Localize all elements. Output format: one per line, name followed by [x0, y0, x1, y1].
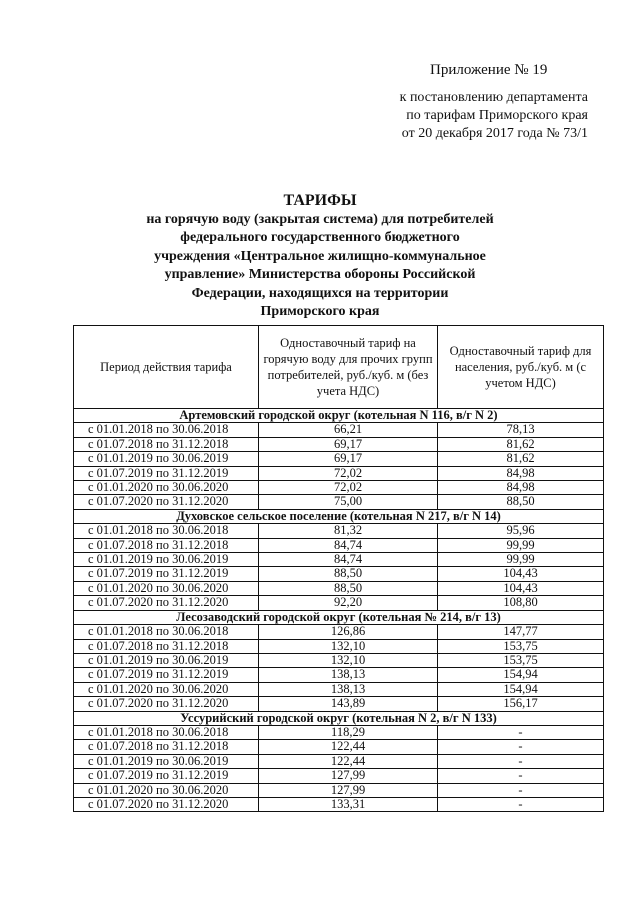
subtitle-line: на горячую воду (закрытая система) для потребителей	[146, 212, 494, 227]
decree-line: по тарифам Приморского края	[406, 108, 588, 123]
tariff-population-cell: -	[438, 783, 604, 797]
subtitle-line: федерального государственного бюджетного	[180, 230, 460, 246]
table-row	[74, 538, 604, 552]
tariff-other-cell: 81,32	[259, 524, 438, 538]
period-cell: с 01.01.2019 по 30.06.2019	[74, 452, 259, 466]
header-period: Период действия тарифа	[74, 326, 259, 409]
header-tariff-other: Одноставочный тариф на горячую воду для прочих групп потребителей, руб./куб. м (без учета НДС)	[259, 326, 438, 409]
table-row	[74, 567, 604, 581]
subtitle-line: Приморского края	[260, 304, 380, 320]
table-row	[74, 481, 604, 495]
tariff-other-cell: 69,17	[259, 437, 438, 451]
decree-line: от 20 декабря 2017 года № 73/1	[401, 126, 588, 141]
table-row	[74, 682, 604, 696]
tariff-population-cell: 104,43	[438, 567, 604, 581]
table-row	[74, 495, 604, 509]
period-cell: с 01.01.2019 по 30.06.2019	[74, 754, 259, 768]
subtitle-line: управление» Министерства обороны Российской	[164, 267, 476, 283]
tariff-other-cell: 122,44	[259, 754, 438, 768]
tariff-population-cell: 153,75	[438, 639, 604, 653]
document-title: ТАРИФЫ	[283, 192, 357, 209]
table-row	[74, 754, 604, 768]
period-cell: с 01.07.2020 по 31.12.2020	[74, 697, 259, 711]
section-row	[74, 509, 604, 523]
tariff-population-cell: 156,17	[438, 697, 604, 711]
tariff-population-cell: 104,43	[438, 581, 604, 595]
period-cell: с 01.01.2020 по 30.06.2020	[74, 481, 259, 495]
document-heading	[100, 191, 540, 321]
table-row	[74, 625, 604, 639]
decree-line: к постановлению департамента	[399, 90, 588, 105]
tariff-other-cell: 133,31	[259, 797, 438, 811]
table-row	[74, 697, 604, 711]
tariff-population-cell: 108,80	[438, 596, 604, 610]
period-cell: с 01.01.2019 по 30.06.2019	[74, 653, 259, 667]
tariff-other-cell: 75,00	[259, 495, 438, 509]
tariff-other-cell: 84,74	[259, 553, 438, 567]
period-cell: с 01.01.2020 по 30.06.2020	[74, 783, 259, 797]
section-title: Лесозаводский городской округ (котельная № 214, в/г 13)	[74, 610, 604, 624]
tariff-other-cell: 88,50	[259, 567, 438, 581]
table-row	[74, 553, 604, 567]
tariff-population-cell: -	[438, 740, 604, 754]
table-row	[74, 725, 604, 739]
period-cell: с 01.07.2018 по 31.12.2018	[74, 740, 259, 754]
period-cell: с 01.07.2019 по 31.12.2019	[74, 466, 259, 480]
tariff-other-cell: 132,10	[259, 639, 438, 653]
tariff-table	[73, 325, 604, 812]
tariff-other-cell: 132,10	[259, 653, 438, 667]
tariff-population-cell: -	[438, 769, 604, 783]
table-row	[74, 740, 604, 754]
section-row	[74, 610, 604, 624]
tariff-population-cell: 81,62	[438, 452, 604, 466]
period-cell: с 01.07.2020 по 31.12.2020	[74, 797, 259, 811]
tariff-population-cell: -	[438, 797, 604, 811]
tariff-other-cell: 92,20	[259, 596, 438, 610]
tariff-population-cell: 99,99	[438, 538, 604, 552]
section-title: Духовское сельское поселение (котельная N 217, в/г N 14)	[74, 509, 604, 523]
period-cell: с 01.07.2018 по 31.12.2018	[74, 538, 259, 552]
tariff-other-cell: 138,13	[259, 668, 438, 682]
table-row	[74, 653, 604, 667]
table-row	[74, 466, 604, 480]
tariff-population-cell: 154,94	[438, 682, 604, 696]
tariff-other-cell: 126,86	[259, 625, 438, 639]
tariff-population-cell: 84,98	[438, 481, 604, 495]
period-cell: с 01.07.2020 по 31.12.2020	[74, 495, 259, 509]
tariff-other-cell: 88,50	[259, 581, 438, 595]
tariff-other-cell: 127,99	[259, 783, 438, 797]
tariff-other-cell: 72,02	[259, 466, 438, 480]
period-cell: с 01.01.2018 по 30.06.2018	[74, 725, 259, 739]
table-row	[74, 596, 604, 610]
period-cell: с 01.01.2020 по 30.06.2020	[74, 581, 259, 595]
header-tariff-population: Одноставочный тариф для населения, руб./куб. м (с учетом НДС)	[438, 326, 604, 409]
tariff-other-cell: 143,89	[259, 697, 438, 711]
subtitle-line: учреждения «Центральное жилищно-коммунальное	[154, 248, 486, 264]
section-row	[74, 711, 604, 725]
period-cell: с 01.07.2019 по 31.12.2019	[74, 769, 259, 783]
table-row	[74, 769, 604, 783]
table-body	[74, 409, 604, 812]
period-cell: с 01.01.2020 по 30.06.2020	[74, 682, 259, 696]
tariff-population-cell: -	[438, 754, 604, 768]
tariff-other-cell: 72,02	[259, 481, 438, 495]
period-cell: с 01.01.2019 по 30.06.2019	[74, 553, 259, 567]
appendix-number: Приложение № 19	[430, 62, 548, 78]
tariff-population-cell: 154,94	[438, 668, 604, 682]
period-cell: с 01.07.2019 по 31.12.2019	[74, 668, 259, 682]
table-row	[74, 797, 604, 811]
tariff-other-cell: 84,74	[259, 538, 438, 552]
table-header-row	[74, 326, 604, 409]
table-row	[74, 423, 604, 437]
tariff-population-cell: 99,99	[438, 553, 604, 567]
table-row	[74, 452, 604, 466]
period-cell: с 01.07.2018 по 31.12.2018	[74, 639, 259, 653]
section-title: Уссурийский городской округ (котельная N 2, в/г N 133)	[74, 711, 604, 725]
table-row	[74, 668, 604, 682]
table-row	[74, 783, 604, 797]
tariff-other-cell: 122,44	[259, 740, 438, 754]
period-cell: с 01.07.2019 по 31.12.2019	[74, 567, 259, 581]
table-row	[74, 524, 604, 538]
tariff-other-cell: 118,29	[259, 725, 438, 739]
section-title: Артемовский городской округ (котельная N 116, в/г N 2)	[74, 409, 604, 423]
tariff-other-cell: 66,21	[259, 423, 438, 437]
tariff-population-cell: 88,50	[438, 495, 604, 509]
table-row	[74, 581, 604, 595]
period-cell: с 01.01.2018 по 30.06.2018	[74, 625, 259, 639]
period-cell: с 01.07.2020 по 31.12.2020	[74, 596, 259, 610]
tariff-population-cell: 147,77	[438, 625, 604, 639]
table-row	[74, 639, 604, 653]
tariff-population-cell: 153,75	[438, 653, 604, 667]
decree-reference	[400, 89, 588, 143]
table-row	[74, 437, 604, 451]
tariff-population-cell: 95,96	[438, 524, 604, 538]
period-cell: с 01.01.2018 по 30.06.2018	[74, 524, 259, 538]
period-cell: с 01.07.2018 по 31.12.2018	[74, 437, 259, 451]
tariff-population-cell: 84,98	[438, 466, 604, 480]
tariff-population-cell: 81,62	[438, 437, 604, 451]
tariff-population-cell: -	[438, 725, 604, 739]
section-row	[74, 409, 604, 423]
period-cell: с 01.01.2018 по 30.06.2018	[74, 423, 259, 437]
subtitle-line: Федерации, находящихся на территории	[191, 285, 449, 301]
tariff-other-cell: 138,13	[259, 682, 438, 696]
tariff-other-cell: 127,99	[259, 769, 438, 783]
tariff-population-cell: 78,13	[438, 423, 604, 437]
tariff-other-cell: 69,17	[259, 452, 438, 466]
